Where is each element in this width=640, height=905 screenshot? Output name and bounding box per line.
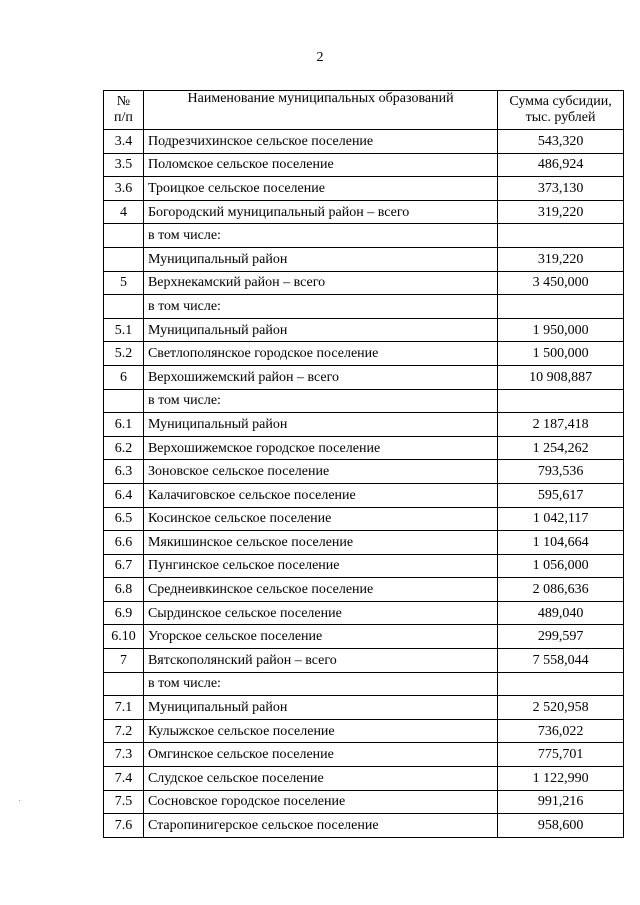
row-amount: 543,320: [498, 130, 624, 154]
table-row: [104, 649, 624, 673]
subsidies-table: [103, 90, 624, 838]
row-amount: 991,216: [498, 790, 624, 814]
row-number: 6.2: [104, 436, 144, 460]
table-row: [104, 554, 624, 578]
row-amount: 486,924: [498, 153, 624, 177]
row-amount: 793,536: [498, 460, 624, 484]
table-row: [104, 177, 624, 201]
table-row: [104, 200, 624, 224]
row-name: Омгинское сельское поселение: [143, 743, 497, 767]
table-row: [104, 483, 624, 507]
table-row: [104, 130, 624, 154]
row-number: 6.8: [104, 578, 144, 602]
row-amount: 373,130: [498, 177, 624, 201]
row-number: 6.4: [104, 483, 144, 507]
row-name: Мякишинское сельское поселение: [143, 531, 497, 555]
row-name: в том числе:: [143, 672, 497, 696]
table-header-row: [104, 91, 624, 130]
row-name: в том числе:: [143, 389, 497, 413]
row-number: 6.9: [104, 601, 144, 625]
row-name: Муниципальный район: [143, 696, 497, 720]
row-number: 5.2: [104, 342, 144, 366]
row-name: Верхошижемское городское поселение: [143, 436, 497, 460]
row-name: Поломское сельское поселение: [143, 153, 497, 177]
row-amount: 2 520,958: [498, 696, 624, 720]
row-number: [104, 247, 144, 271]
table-row: [104, 342, 624, 366]
row-number: 6.3: [104, 460, 144, 484]
page-number: 2: [316, 50, 324, 65]
row-number: 3.6: [104, 177, 144, 201]
row-number: 4: [104, 200, 144, 224]
row-number: 7.3: [104, 743, 144, 767]
row-name: Среднеивкинское сельское поселение: [143, 578, 497, 602]
row-amount: 1 104,664: [498, 531, 624, 555]
row-amount: 319,220: [498, 247, 624, 271]
row-number: 7.2: [104, 719, 144, 743]
row-number: [104, 295, 144, 319]
table-row: [104, 672, 624, 696]
row-number: 6.7: [104, 554, 144, 578]
row-name: Зоновское сельское поселение: [143, 460, 497, 484]
table-row: [104, 224, 624, 248]
row-number: 7.6: [104, 814, 144, 838]
row-number: 3.5: [104, 153, 144, 177]
row-amount: 2 086,636: [498, 578, 624, 602]
header-amount-line2: тыс. рублей: [525, 110, 596, 125]
row-name: Сырдинское сельское поселение: [143, 601, 497, 625]
row-number: 7: [104, 649, 144, 673]
row-number: 7.4: [104, 767, 144, 791]
row-amount: 1 254,262: [498, 436, 624, 460]
row-name: Кулыжское сельское поселение: [143, 719, 497, 743]
table-row: [104, 271, 624, 295]
table-row: [104, 743, 624, 767]
row-name: Угорское сельское поселение: [143, 625, 497, 649]
header-amount-line1: Сумма субсидии,: [509, 94, 612, 109]
row-amount: 10 908,887: [498, 365, 624, 389]
scan-speck: [19, 800, 20, 801]
row-amount: 489,040: [498, 601, 624, 625]
row-amount: 2 187,418: [498, 413, 624, 437]
row-number: 6.5: [104, 507, 144, 531]
row-amount: 7 558,044: [498, 649, 624, 673]
row-number: [104, 389, 144, 413]
table-row: [104, 318, 624, 342]
row-name: Муниципальный район: [143, 318, 497, 342]
row-name: в том числе:: [143, 295, 497, 319]
row-name: Вятскополянский район – всего: [143, 649, 497, 673]
table-row: [104, 295, 624, 319]
table-row: [104, 460, 624, 484]
row-amount: 1 122,990: [498, 767, 624, 791]
table-row: [104, 247, 624, 271]
row-amount: 958,600: [498, 814, 624, 838]
row-amount: [498, 672, 624, 696]
row-number: 6: [104, 365, 144, 389]
table-row: [104, 153, 624, 177]
row-name: Светлополянское городское поселение: [143, 342, 497, 366]
row-amount: [498, 295, 624, 319]
table-row: [104, 814, 624, 838]
table-row: [104, 365, 624, 389]
table-row: [104, 719, 624, 743]
row-number: 7.1: [104, 696, 144, 720]
row-number: 7.5: [104, 790, 144, 814]
row-number: 5: [104, 271, 144, 295]
row-name: Косинское сельское поселение: [143, 507, 497, 531]
row-number: 6.6: [104, 531, 144, 555]
table-row: [104, 790, 624, 814]
row-amount: [498, 224, 624, 248]
table-row: [104, 436, 624, 460]
row-amount: 319,220: [498, 200, 624, 224]
row-number: 3.4: [104, 130, 144, 154]
row-name: Подрезчихинское сельское поселение: [143, 130, 497, 154]
row-amount: 299,597: [498, 625, 624, 649]
row-amount: 775,701: [498, 743, 624, 767]
row-name: Калачиговское сельское поселение: [143, 483, 497, 507]
table-row: [104, 625, 624, 649]
row-number: [104, 224, 144, 248]
row-name: в том числе:: [143, 224, 497, 248]
row-amount: 1 500,000: [498, 342, 624, 366]
row-amount: 1 056,000: [498, 554, 624, 578]
header-name: Наименование муниципальных образований: [143, 91, 497, 130]
row-number: 6.10: [104, 625, 144, 649]
header-number: [104, 91, 144, 130]
table-row: [104, 531, 624, 555]
row-name: Троицкое сельское поселение: [143, 177, 497, 201]
row-number: 5.1: [104, 318, 144, 342]
row-number: 6.1: [104, 413, 144, 437]
row-name: Муниципальный район: [143, 413, 497, 437]
row-amount: 3 450,000: [498, 271, 624, 295]
table-row: [104, 507, 624, 531]
table-row: [104, 767, 624, 791]
table-row: [104, 389, 624, 413]
row-name: Старопинигерское сельское поселение: [143, 814, 497, 838]
row-name: Муниципальный район: [143, 247, 497, 271]
row-name: Пунгинское сельское поселение: [143, 554, 497, 578]
row-name: Верхнекамский район – всего: [143, 271, 497, 295]
header-amount: [498, 91, 624, 130]
table-row: [104, 601, 624, 625]
header-number-line1: №: [116, 94, 131, 109]
row-name: Богородский муниципальный район – всего: [143, 200, 497, 224]
row-name: Верхошижемский район – всего: [143, 365, 497, 389]
row-name: Сосновское городское поселение: [143, 790, 497, 814]
row-name: Слудское сельское поселение: [143, 767, 497, 791]
row-amount: 736,022: [498, 719, 624, 743]
table-row: [104, 578, 624, 602]
table-row: [104, 696, 624, 720]
row-amount: 595,617: [498, 483, 624, 507]
row-amount: [498, 389, 624, 413]
row-number: [104, 672, 144, 696]
row-amount: 1 042,117: [498, 507, 624, 531]
row-amount: 1 950,000: [498, 318, 624, 342]
table-row: [104, 413, 624, 437]
header-number-line2: п/п: [114, 110, 133, 125]
